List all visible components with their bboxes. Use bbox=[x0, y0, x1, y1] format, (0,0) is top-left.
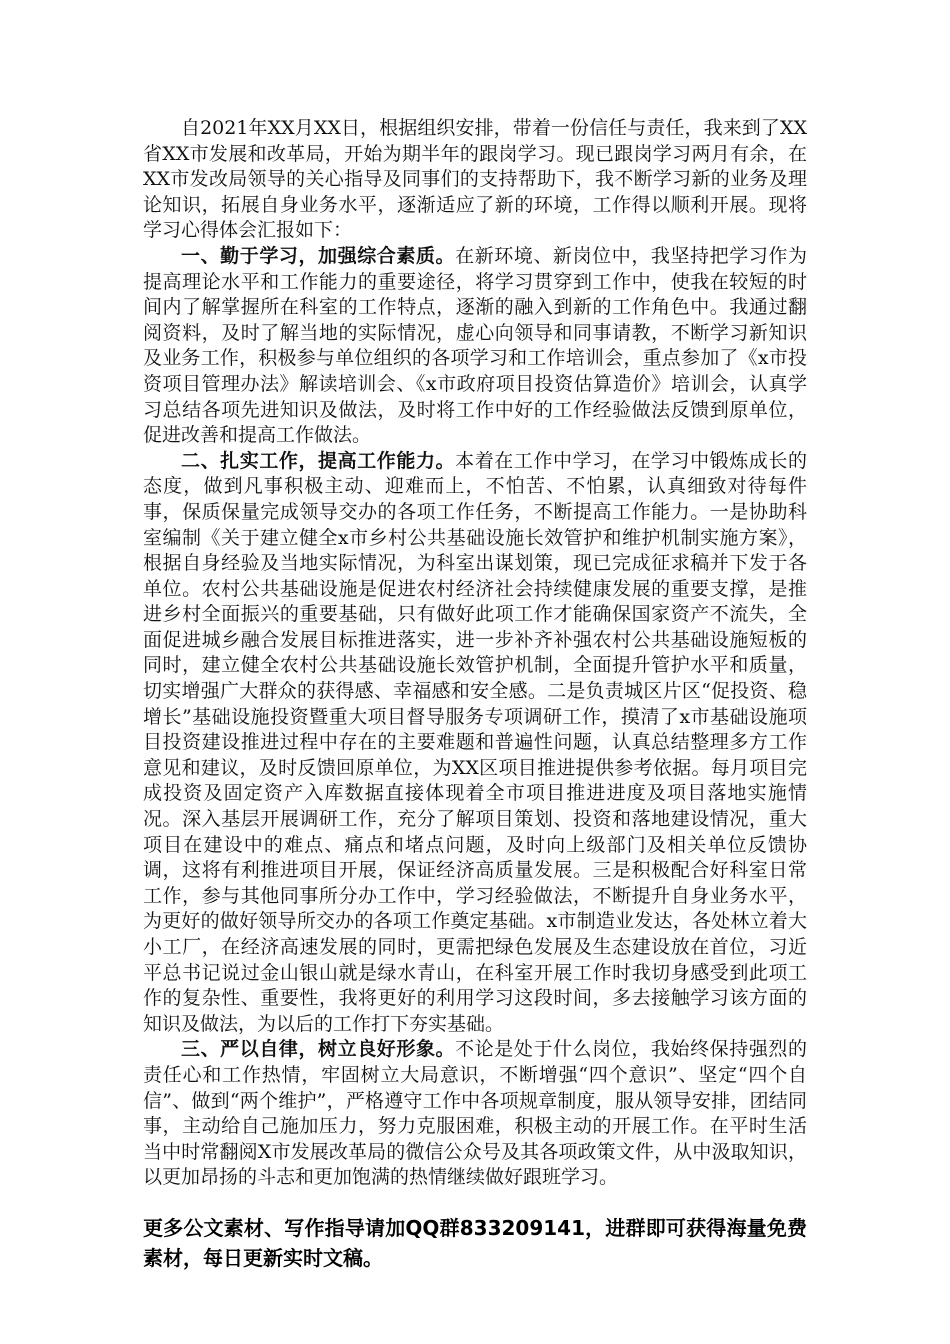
section-body-2: 本着在工作中学习，在学习中锻炼成长的态度，做到凡事积极主动、迎难而上，不怕苦、不怕累，认真细致对待每件事，保质保量完成领导交办的各项工作任务，不断提高工作能力。一是协助科室编制《关于建立健全x市乡村公共基础设施长效管护和维护机制实施方案》，根据自身经验及当地实际情况，为科室出谋划策，现已完成征求稿并下发于各单位。农村公共基础设施是促进农村经济社会持续健康发展的重要支撑，是推进乡村全面振兴的重要基础，只有做好此项工作才能确保国家资产不流失，全面促进城乡融合发展目标推进落实，进一步补齐补强农村公共基础设施短板的同时，建立健全农村公共基础设施长效管护机制，全面提升管护水平和质量，切实增强广大群众的获得感、幸福感和安全感。二是负责城区片区“促投资、稳增长”基础设施投资暨重大项目督导服务专项调研工作，摸清了x市基础设施项目投资建设推进过程中存在的主要难题和普遍性问题，认真总结整理多方工作意见和建议，及时反馈回原单位，为XX区项目推进提供参考依据。每月项目完成投资及固定资产入库数据直接体现着全市项目推进进度及项目落地实施情况。深入基层开展调研工作，充分了解项目策划、投资和落地建设情况，重大项目在建设中的难点、痛点和堵点问题，及时向上级部门及相关单位反馈协调，这将有利推进项目开展，保证经济高质量发展。三是积极配合好科室日常工作，参与其他同事所分办工作中，学习经验做法，不断提升自身业务水平，为更好的做好领导所交办的各项工作奠定基础。x市制造业发达，各处林立着大小工厂，在经济高速发展的同时，更需把绿色发展及生态建设放在首位，习近平总书记说过金山银山就是绿水青山，在科室开展工作时我切身感受到此项工作的复杂性、重要性，我将更好的利用学习这段时间，多去接触学习该方面的知识及做法，为以后的工作打下夯实基础。 bbox=[143, 449, 807, 1035]
document-body bbox=[143, 116, 807, 1191]
section-heading-3: 三、严以自律，树立良好形象。 bbox=[181, 1038, 456, 1061]
section-paragraph-1 bbox=[143, 244, 807, 449]
section-heading-2: 二、扎实工作，提高工作能力。 bbox=[181, 449, 456, 472]
footer-promo-note: 更多公文素材、写作指导请加QQ群833209141，进群即可获得海量免费素材，每日更新实时文稿。 bbox=[143, 1216, 807, 1270]
section-paragraph-2 bbox=[143, 449, 807, 1038]
section-body-1: 在新环境、新岗位中，我坚持把学习作为提高理论水平和工作能力的重要途径，将学习贯穿到工作中，使我在较短的时间内了解掌握所在科室的工作特点，逐渐的融入到新的工作角色中。我通过翻阅资料，及时了解当地的实际情况，虚心向领导和同事请教，不断学习新知识及业务工作，积极参与单位组织的各项学习和工作培训会，重点参加了《x市投资项目管理办法》解读培训会、《x市政府项目投资估算造价》培训会，认真学习总结各项先进知识及做法，及时将工作中好的工作经验做法反馈到原单位，促进改善和提高工作做法。 bbox=[143, 244, 807, 447]
section-heading-1: 一、勤于学习，加强综合素质。 bbox=[181, 244, 456, 267]
section-body-3: 不论是处于什么岗位，我始终保持强烈的责任心和工作热情，牢固树立大局意识，不断增强“四个意识”、坚定“四个自信”、做到“两个维护”，严格遵守工作中各项规章制度，服从领导安排，团结同事，主动给自己施加压力，努力克服困难，积极主动的开展工作。在平时生活当中时常翻阅X市发展改革局的微信公众号及其各项政策文件，从中汲取知识，以更加昂扬的斗志和更加饱满的热情继续做好跟班学习。 bbox=[143, 1038, 807, 1189]
intro-paragraph: 自2021年XX月XX日，根据组织安排，带着一份信任与责任，我来到了XX省XX市发展和改革局，开始为期半年的跟岗学习。现已跟岗学习两月有余，在XX市发改局领导的关心指导及同事们的支持帮助下，我不断学习新的业务及理论知识，拓展自身业务水平，逐渐适应了新的环境，工作得以顺利开展。现将学习心得体会汇报如下： bbox=[143, 117, 807, 242]
section-paragraph-3 bbox=[143, 1037, 807, 1191]
